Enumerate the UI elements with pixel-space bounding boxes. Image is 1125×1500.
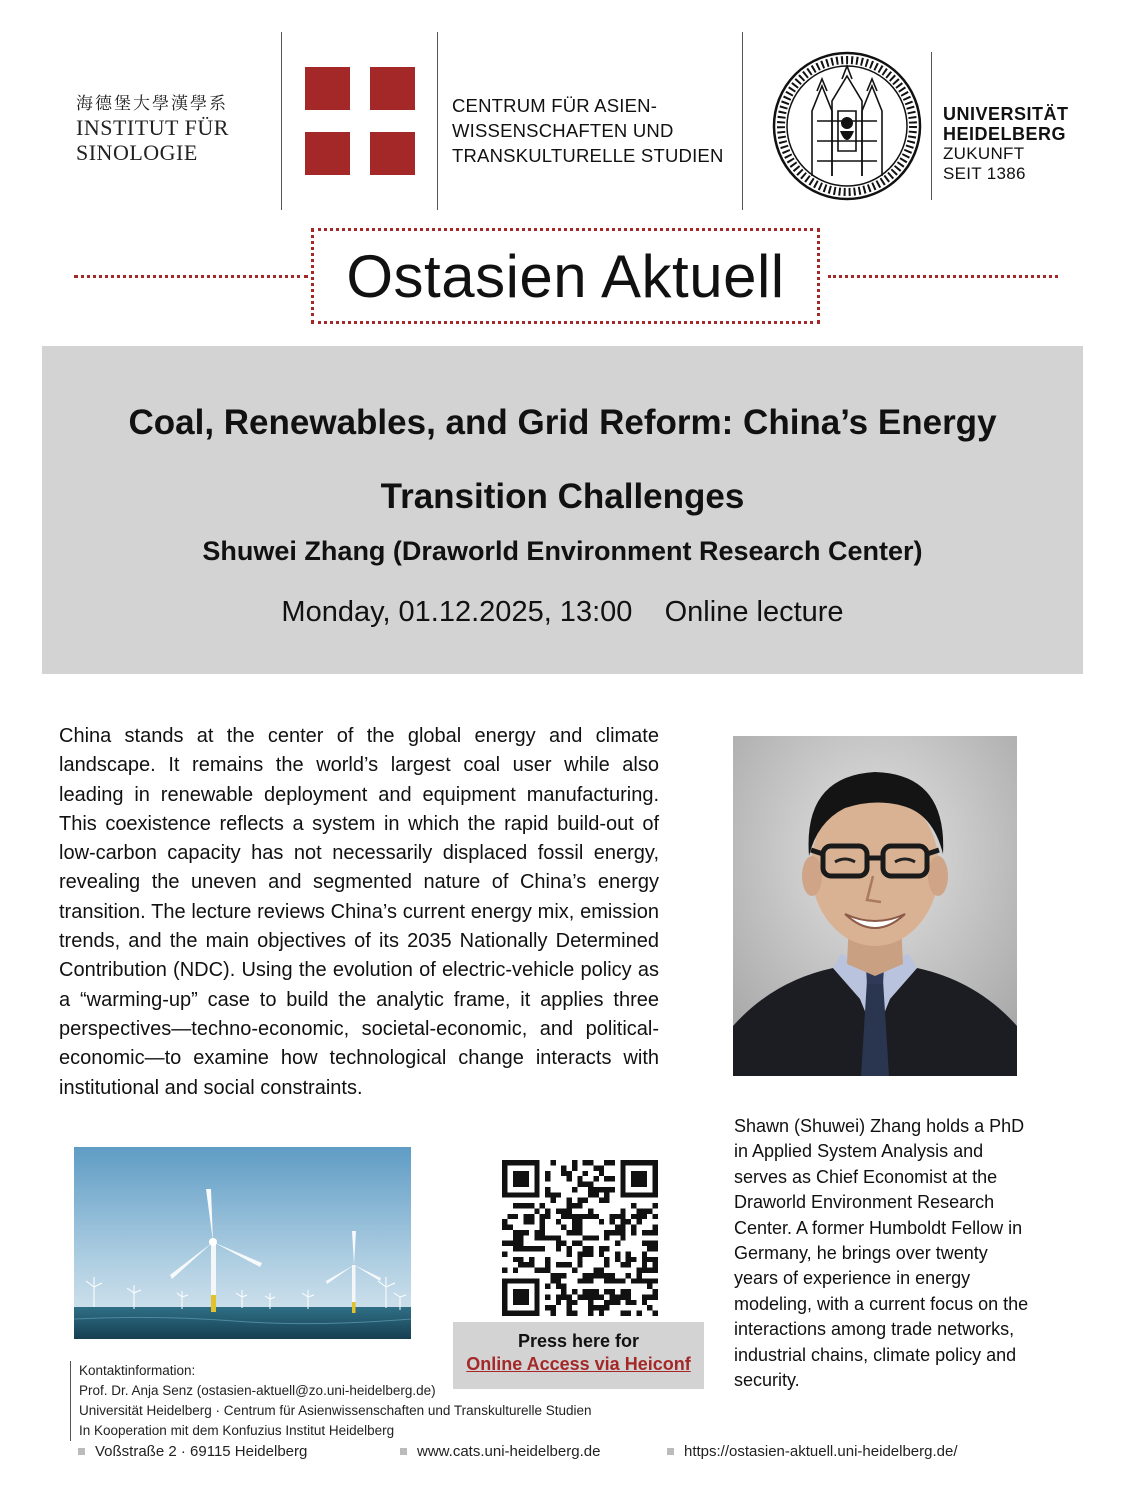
series-title-box — [311, 228, 820, 324]
university-wordmark — [943, 104, 1069, 184]
sinology-logo — [76, 93, 276, 165]
university-line1: UNIVERSITÄT — [943, 104, 1069, 124]
contact-cooperation: In Kooperation mit dem Konfuzius Institut Heidelberg — [79, 1423, 395, 1438]
footer-address-text: Voßstraße 2 · 69115 Heidelberg — [95, 1443, 308, 1460]
contact-institution: Universität Heidelberg · Centrum für Asienwissenschaften und Transkulturelle Studien — [79, 1403, 592, 1418]
contact-heading: Kontaktinformation: — [79, 1363, 196, 1378]
lecture-abstract: China stands at the center of the global energy and climate landscape. It remains the world’s largest coal user while also leading in renewable deployment and equipment manufacturing. This coexistence reflects a system in which the rapid build-out of low-carbon capacity has not necessarily displaced fossil energy, revealing the uneven and segmented nature of China’s energy transition. The lecture reviews China’s current energy mix, emission trends, and the main objectives of its 2035 Nationally Determined Contribution (NDC). Using the evolution of electric-vehicle policy as a “warming-up” case to build the analytic frame, it applies three perspectives—techno-economic, societal-economic, and political-economic—to examine how technological change interacts with institutional and social constraints. — [59, 725, 659, 1099]
cats-name — [452, 93, 724, 168]
cats-line1: CENTRUM FÜR ASIEN- — [452, 95, 658, 116]
online-access-link[interactable]: Online Access via Heiconf — [466, 1354, 691, 1374]
footer-series-url[interactable] — [667, 1443, 958, 1460]
footer-series-url-link[interactable]: https://ostasien-aktuell.uni-heidelberg.de/ — [684, 1443, 958, 1460]
lecture-speaker: Shuwei Zhang (Draworld Environment Research Center) — [202, 536, 923, 566]
speaker-portrait — [733, 736, 1017, 1076]
header-divider — [437, 32, 438, 210]
lecture-format: Online lecture — [664, 596, 844, 628]
online-access-prompt: Press here for — [517, 1331, 640, 1351]
sinology-line1: INSTITUT FÜR — [76, 115, 229, 140]
header-divider — [281, 32, 282, 210]
qr-code[interactable] — [502, 1160, 658, 1316]
title-dotted-rule-right — [828, 275, 1058, 278]
contact-info — [70, 1361, 592, 1441]
university-seal-icon — [772, 51, 922, 201]
bullet-square-icon — [667, 1448, 674, 1455]
lecture-dateline — [60, 596, 1065, 629]
header-divider — [742, 32, 743, 210]
university-line4: SEIT 1386 — [943, 164, 1026, 183]
lecture-date: Monday, 01.12.2025, 13:00 — [281, 596, 633, 628]
series-title: Ostasien Aktuell — [346, 242, 785, 310]
university-line3: ZUKUNFT — [943, 144, 1025, 163]
contact-person: Prof. Dr. Anja Senz (ostasien-aktuell@zo.uni-heidelberg.de) — [79, 1383, 436, 1398]
lecture-title: Coal, Renewables, and Grid Reform: China’s Energy Transition Challenges — [128, 403, 997, 516]
cats-cross-logo — [305, 67, 415, 175]
bullet-square-icon — [78, 1448, 85, 1455]
header-divider — [931, 52, 932, 200]
offshore-wind-farm-photo — [74, 1147, 411, 1339]
sinology-line2: SINOLOGIE — [76, 140, 198, 165]
bullet-square-icon — [400, 1448, 407, 1455]
cats-line3: TRANSKULTURELLE STUDIEN — [452, 145, 724, 166]
speaker-bio: Shawn (Shuwei) Zhang holds a PhD in Applied System Analysis and serves as Chief Economist at the Draworld Environment Research Center. A former Humboldt Fellow in Germany, he brings over twenty years of experience in energy modeling, with a current focus on the interactions among trade networks, industrial chains, climate policy and security. — [734, 1116, 1029, 1391]
university-line2: HEIDELBERG — [943, 124, 1067, 144]
sinology-chinese-name: 海德堡大學漢學系 — [76, 94, 228, 114]
footer-website[interactable] — [400, 1443, 600, 1460]
footer-website-link[interactable]: www.cats.uni-heidelberg.de — [417, 1443, 601, 1460]
title-dotted-rule-left — [74, 275, 308, 278]
cats-line2: WISSENSCHAFTEN UND — [452, 120, 674, 141]
footer-address — [78, 1443, 307, 1460]
